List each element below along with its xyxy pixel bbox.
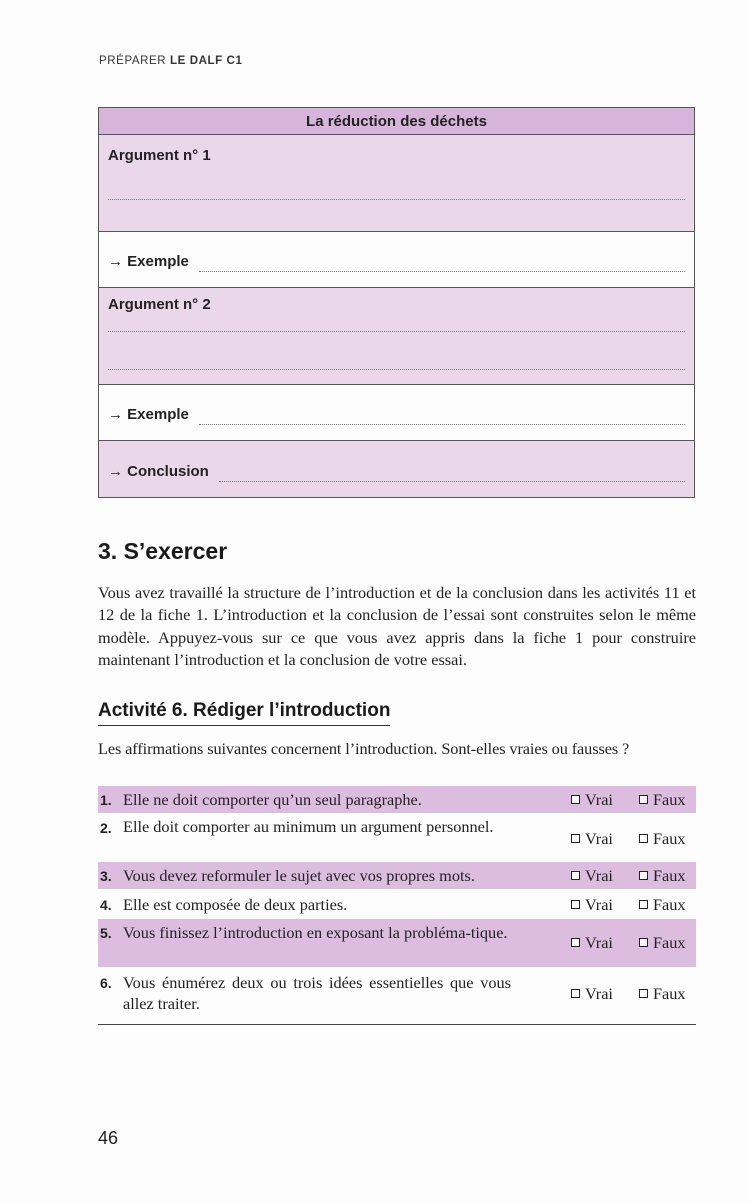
checkbox-icon[interactable]	[571, 938, 580, 947]
list-item	[98, 862, 696, 889]
list-item	[98, 889, 696, 919]
argument-2-block	[99, 288, 694, 385]
false-option[interactable]: Faux	[639, 789, 686, 810]
dotted-line	[219, 481, 685, 482]
false-option[interactable]: Faux	[639, 828, 686, 849]
item-text: Vous énumérez deux ou trois idées essentielles que vous allez traiter.	[123, 973, 511, 1013]
true-option[interactable]: Vrai	[571, 828, 613, 849]
item-number: 3.	[100, 868, 112, 884]
item-number: 5.	[100, 925, 112, 941]
true-option[interactable]: Vrai	[571, 865, 613, 886]
item-number: 4.	[100, 897, 112, 913]
conclusion-label: → Conclusion	[108, 463, 209, 480]
list-item	[98, 919, 696, 967]
false-option[interactable]: Faux	[639, 865, 686, 886]
true-option[interactable]: Vrai	[571, 983, 613, 1004]
example-1-block	[99, 232, 694, 288]
true-false-list	[98, 786, 696, 1019]
dotted-line	[199, 424, 685, 425]
false-option[interactable]: Faux	[639, 983, 686, 1004]
item-text: Elle est composée de deux parties.	[123, 895, 348, 914]
false-option[interactable]: Faux	[639, 932, 686, 953]
checkbox-icon[interactable]	[571, 989, 580, 998]
item-text: Elle ne doit comporter qu’un seul paragraphe.	[123, 790, 422, 809]
item-text: Vous finissez l’introduction en exposant la probléma-tique.	[123, 923, 508, 942]
checkbox-icon[interactable]	[571, 871, 580, 880]
item-number: 1.	[100, 792, 112, 808]
true-option[interactable]: Vrai	[571, 789, 613, 810]
example-2-label: → Exemple	[108, 406, 189, 423]
argument-1-label: Argument n° 1	[108, 147, 211, 164]
argument-1-block	[99, 135, 694, 232]
true-option[interactable]: Vrai	[571, 894, 613, 915]
false-option[interactable]: Faux	[639, 894, 686, 915]
section-paragraph: Vous avez travaillé la structure de l’introduction et de la conclusion dans les activités 11 et 12 de la fiche 1. L’introduction et la conclusion de l’essai sont construites selon le même modèle. Appuyez-vous sur ce que vous avez appris dans la fiche 1 pour construire maintenant l’introduction et la conclusion de votre essai.	[98, 583, 696, 670]
checkbox-icon[interactable]	[639, 834, 648, 843]
essay-plan-table	[98, 107, 695, 498]
page-number: 46	[98, 1128, 119, 1148]
checkbox-icon[interactable]	[571, 834, 580, 843]
list-bottom-rule	[98, 1024, 696, 1025]
item-number: 6.	[100, 975, 112, 991]
example-2-block	[99, 385, 694, 441]
list-item	[98, 813, 696, 862]
activity-title: Activité 6. Rédiger l’introduction	[98, 700, 390, 726]
item-text: Elle doit comporter au minimum un argument personnel.	[123, 817, 494, 836]
argument-2-label: Argument n° 2	[108, 296, 211, 313]
list-item	[98, 786, 696, 813]
checkbox-icon[interactable]	[571, 900, 580, 909]
checkbox-icon[interactable]	[639, 989, 648, 998]
item-number: 2.	[100, 820, 112, 836]
dotted-line	[199, 271, 685, 272]
dotted-line	[108, 369, 685, 370]
checkbox-icon[interactable]	[639, 900, 648, 909]
running-head: PRÉPARER LE DALF C1	[99, 55, 243, 67]
dotted-line	[108, 331, 685, 332]
item-text: Vous devez reformuler le sujet avec vos propres mots.	[123, 866, 475, 885]
example-1-label: → Exemple	[108, 253, 189, 270]
activity-intro: Les affirmations suivantes concernent l’introduction. Sont-elles vraies ou fausses ?	[98, 739, 630, 758]
checkbox-icon[interactable]	[571, 795, 580, 804]
table-title: La réduction des déchets	[99, 108, 694, 135]
checkbox-icon[interactable]	[639, 795, 648, 804]
list-item	[98, 967, 696, 1019]
conclusion-block	[99, 441, 694, 497]
section-title: 3. S’exercer	[98, 538, 228, 564]
dotted-line	[108, 199, 685, 200]
checkbox-icon[interactable]	[639, 938, 648, 947]
true-option[interactable]: Vrai	[571, 932, 613, 953]
checkbox-icon[interactable]	[639, 871, 648, 880]
